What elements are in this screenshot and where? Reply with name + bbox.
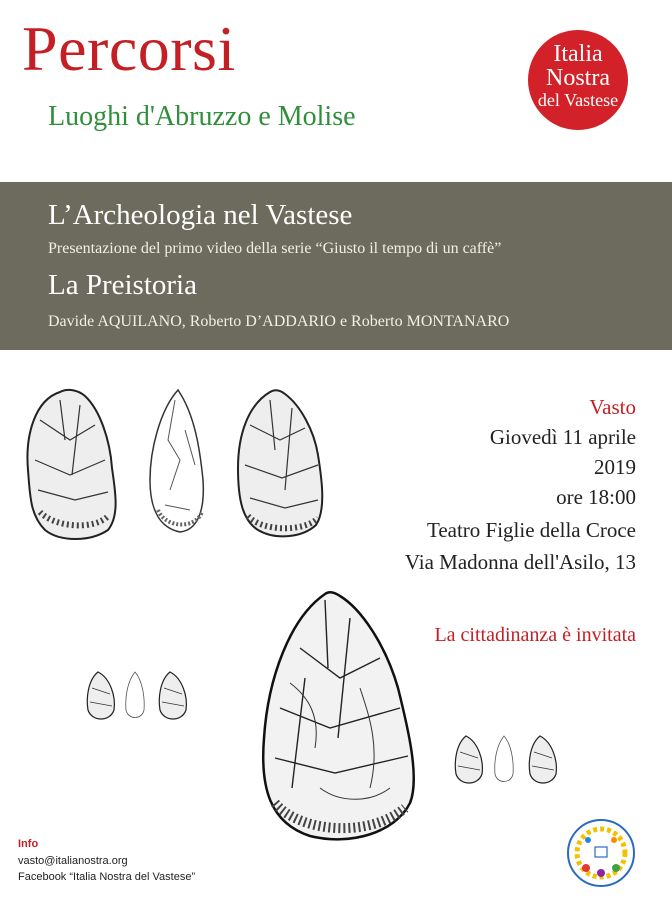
large-handaxe-icon — [230, 588, 430, 848]
logo-line-3: del Vastese — [537, 90, 619, 110]
event-time: ore 18:00 — [556, 485, 636, 509]
band-presentation: Presentazione del primo video della serie “Giusto il tempo di un caffè” — [48, 240, 502, 257]
event-venue: Teatro Figlie della Croce — [426, 518, 636, 542]
topic-band — [0, 182, 672, 350]
band-episode: La Preistoria — [48, 269, 197, 301]
poster-subtitle: Luoghi d'Abruzzo e Molise — [48, 101, 356, 132]
facebook-page[interactable]: Facebook “Italia Nostra del Vastese” — [18, 871, 196, 883]
event-date: Giovedì 11 aprile — [489, 425, 636, 449]
handaxe-right-icon — [238, 390, 322, 536]
poster-title: Percorsi — [22, 13, 236, 84]
band-heading: L’Archeologia nel Vastese — [48, 199, 353, 231]
italia-nostra-logo — [528, 30, 628, 130]
small-handaxes-left — [80, 668, 190, 728]
handaxe-left-icon — [27, 390, 115, 539]
logo-line-2: Nostra — [546, 65, 610, 91]
info-label: Info — [18, 838, 39, 850]
madonna-asilo-badge-icon — [566, 818, 636, 888]
event-year: 2019 — [594, 455, 636, 479]
event-address: Via Madonna dell'Asilo, 13 — [404, 550, 636, 574]
handaxe-drawings-top — [0, 380, 330, 560]
logo-line-1: Italia — [553, 41, 603, 67]
small-handaxes-right — [448, 732, 560, 792]
event-invitation: La cittadinanza è invitata — [434, 624, 636, 646]
contact-email[interactable]: vasto@italianostra.org — [18, 855, 128, 867]
handaxe-middle-icon — [150, 390, 203, 532]
event-city: Vasto — [589, 395, 636, 419]
band-authors: Davide AQUILANO, Roberto D’ADDARIO e Roberto MONTANARO — [48, 313, 510, 330]
